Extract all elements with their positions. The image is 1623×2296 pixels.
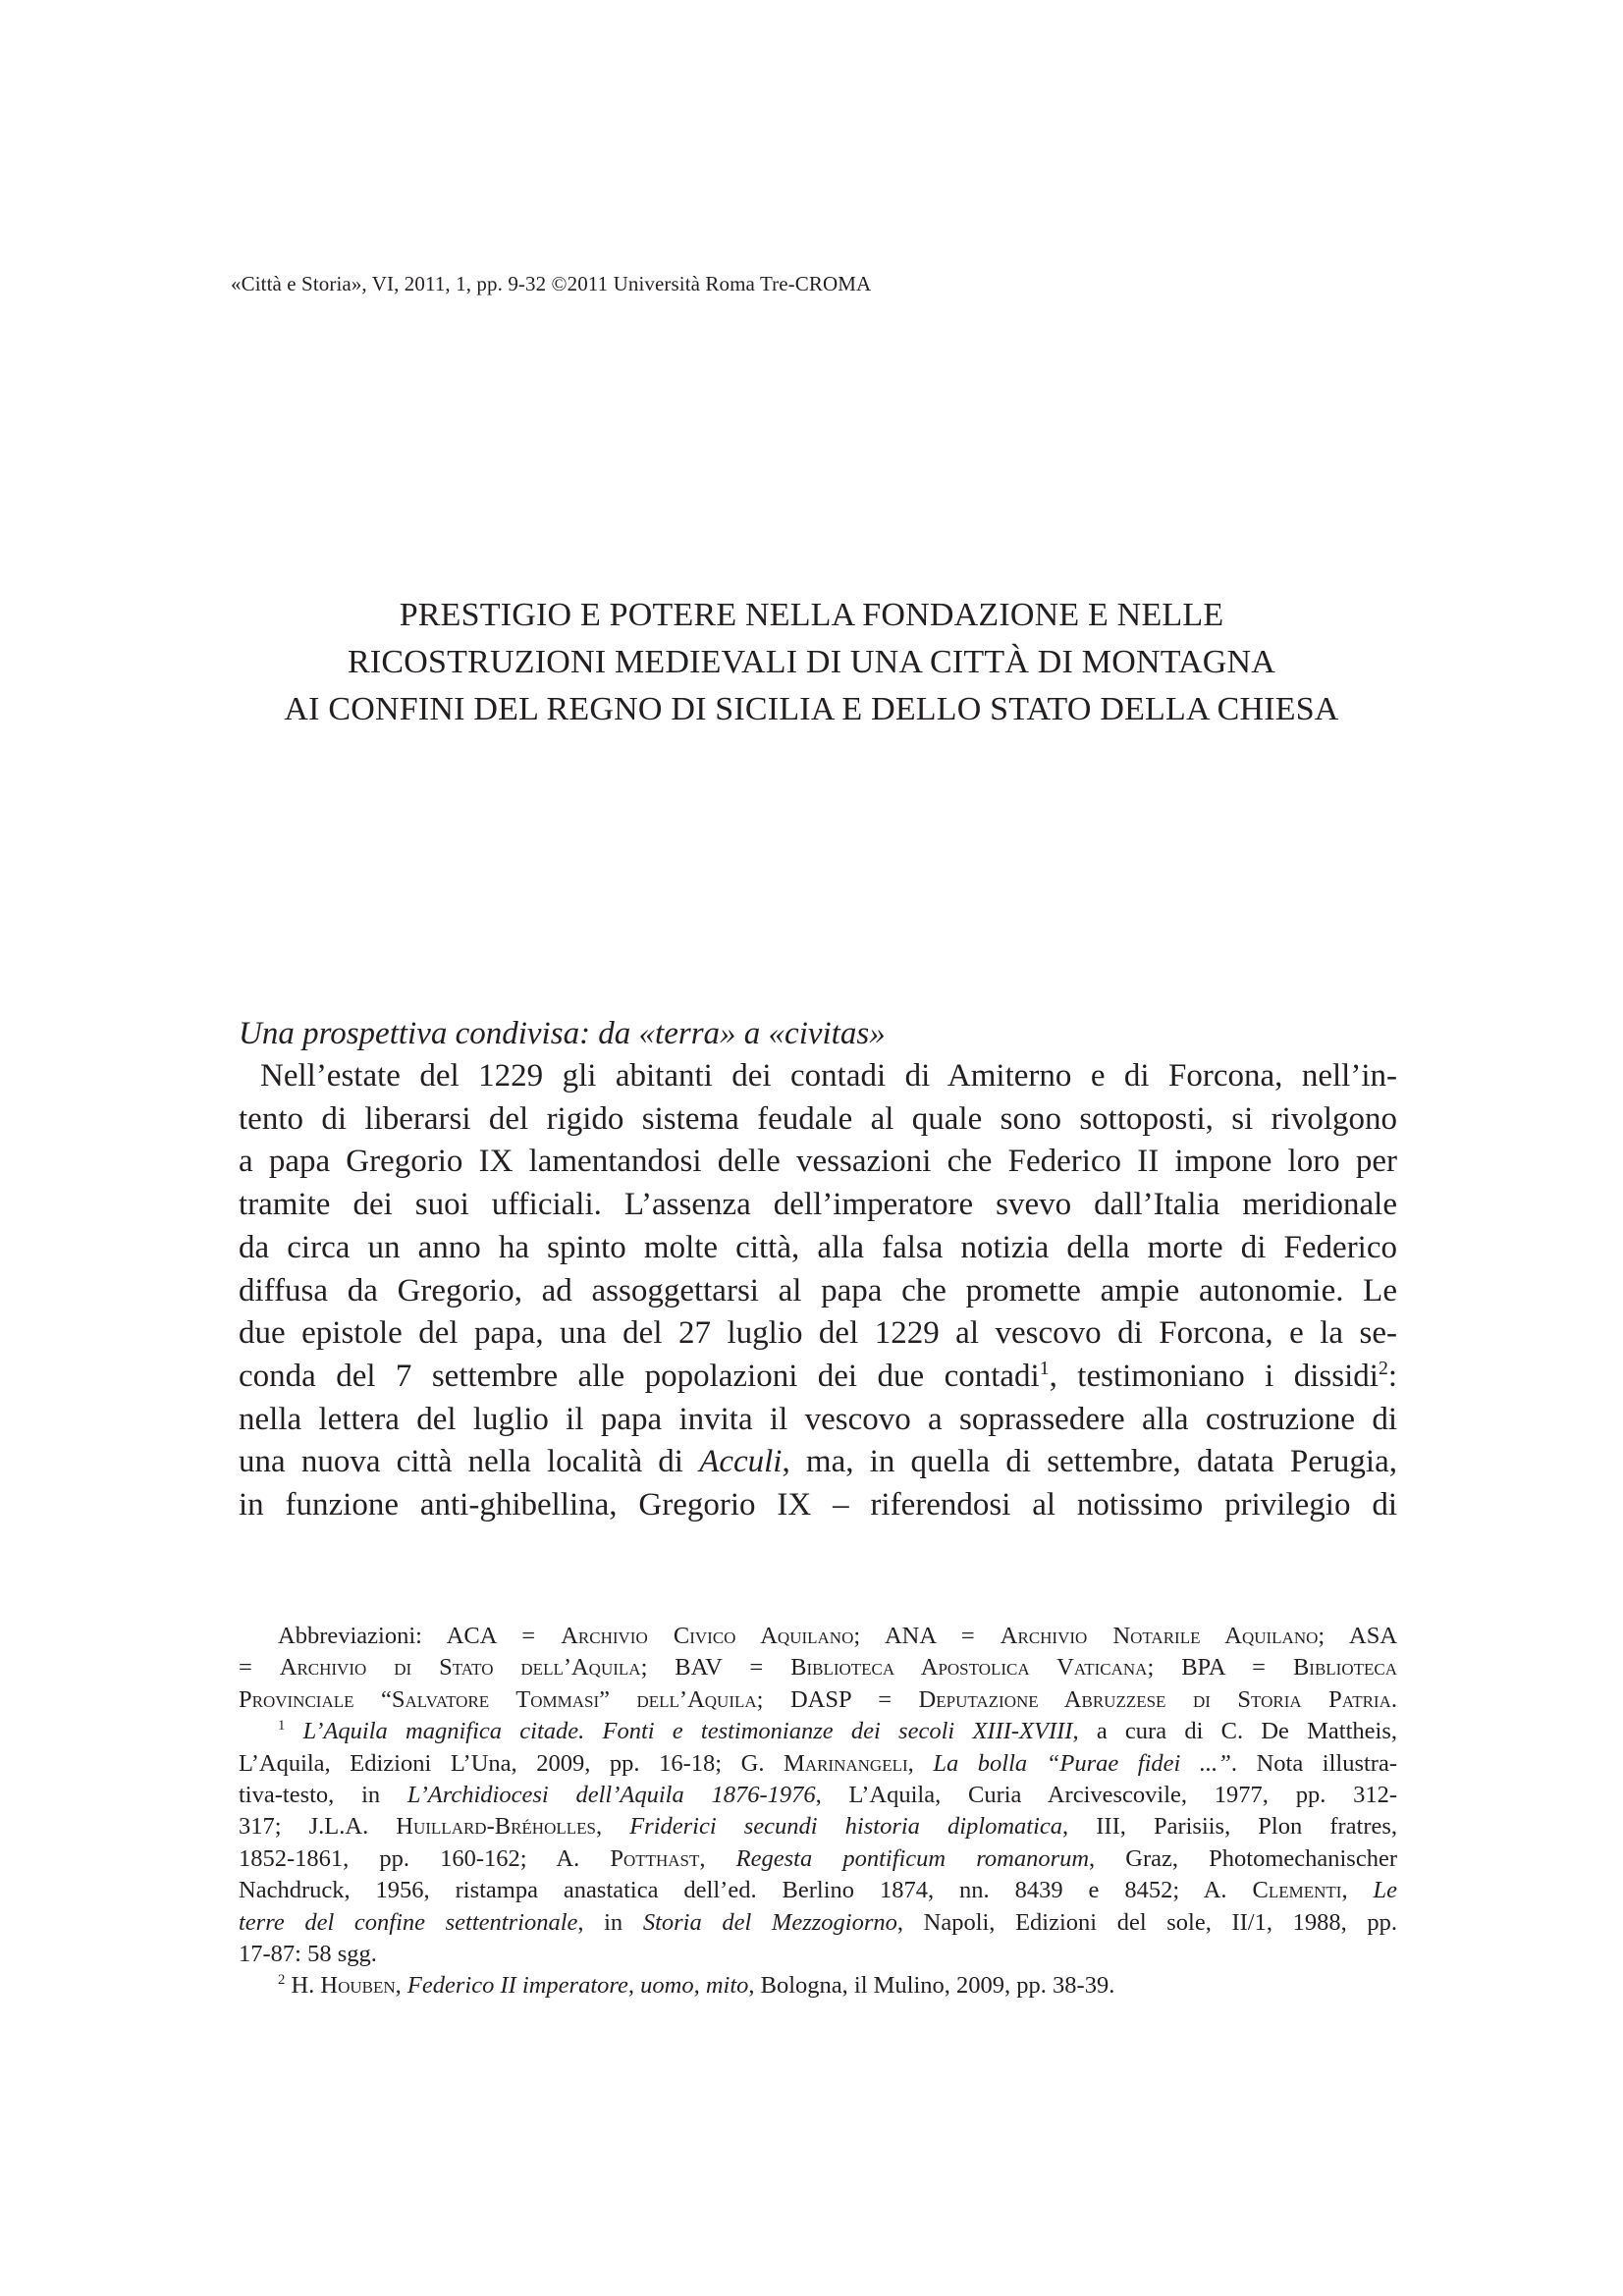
footnotes — [239, 1621, 1397, 2002]
body-line: tramite dei suoi ufficiali. L’assenza dell’imperatore svevo dall’Italia meridionale — [239, 1187, 1397, 1223]
footnote-1-line: L’Aquila, Edizioni L’Una, 2009, pp. 16-18; G. Marinangeli, La bolla “Purae fidei ...”. Nota illustra- — [239, 1749, 1397, 1777]
text-run: : — [1387, 1358, 1397, 1394]
body-line: tento di liberarsi del rigido sistema feudale al quale sono sottoposti, si rivolgono — [239, 1100, 1397, 1137]
abbreviations-note: Abbreviazioni: ACA = Archivio Civico Aquilano; ANA = Archivio Notarile Aquilano; ASA — [278, 1623, 1398, 1649]
italic-term: Acculi — [699, 1444, 783, 1480]
title-line: RICOSTRUZIONI MEDIEVALI DI UNA CITTÀ DI MONTAGNA — [348, 644, 1275, 680]
body-line: due epistole del papa, una del 27 luglio del 1229 al vescovo di Forcona, e la se- — [239, 1315, 1397, 1352]
title-line: PRESTIGIO E POTERE NELLA FONDAZIONE E NELLE — [399, 597, 1224, 633]
running-header: «Città e Storia», VI, 2011, 1, pp. 9-32 ©2011 Università Roma Tre-CROMA — [231, 272, 872, 295]
footnote-ref-2[interactable]: 2 — [1378, 1357, 1388, 1379]
body-line: nella lettera del luglio il papa invita il vescovo a soprassedere alla costruzione di — [239, 1401, 1397, 1437]
body-line: a papa Gregorio IX lamentandosi delle vessazioni che Federico II impone loro per — [239, 1144, 1397, 1180]
footnote-ref-1[interactable]: 1 — [1039, 1357, 1050, 1379]
footnote-1-line: 1852-1861, pp. 160-162; A. Potthast, Regesta pontificum romanorum, Graz, Photomechanischer — [239, 1844, 1397, 1872]
abbreviations-note: = Archivio di Stato dell’Aquila; BAV = Biblioteca Apostolica Vaticana; BPA = Biblioteca — [239, 1654, 1397, 1682]
footnote-1-line: 317; J.L.A. Huillard-Bréholles, Friderici secundi historia diplomatica, III, Parisiis, Plon fratres, — [239, 1813, 1398, 1841]
body-line: Nell’estate del 1229 gli abitanti dei contadi di Amiterno e di Forcona, nell’in- — [260, 1058, 1397, 1094]
text-run: conda del 7 settembre alle popolazioni dei due contadi — [239, 1358, 1040, 1394]
body-line: in funzione anti-ghibellina, Gregorio IX – riferendosi al notissimo privilegio di — [239, 1487, 1397, 1523]
footnote-1-line: terre del confine settentrionale, in Storia del Mezzogiorno, Napoli, Edizioni del sole, II/1, 1988, pp. — [239, 1908, 1397, 1936]
footnote-1-line: tiva-testo, in L’Archidiocesi dell’Aquila 1876-1976, L’Aquila, Curia Arcivescovile, 1977, pp. 312- — [239, 1782, 1397, 1809]
text-run: una nuova città nella località di — [239, 1444, 700, 1480]
footnote-1-line: Nachdruck, 1956, ristampa anastatica dell’ed. Berlino 1874, nn. 8439 e 8452; A. Clementi, Le — [239, 1877, 1398, 1904]
body-line — [239, 1441, 1397, 1484]
abbreviations-note: Provinciale “Salvatore Tommasi” dell’Aquila; DASP = Deputazione Abruzzese di Storia Patria. — [239, 1685, 1397, 1713]
title-line: AI CONFINI DEL REGNO DI SICILIA E DELLO STATO DELLA CHIESA — [284, 691, 1339, 727]
text-run: , ma, in quella di settembre, datata Perugia, — [782, 1444, 1397, 1480]
body-line — [239, 1356, 1397, 1399]
footnote-2: $^2$ H. Houben, Federico II imperatore, uomo, mito, Bologna, il Mulino, 2009, pp. 38-39. — [278, 1972, 1115, 2000]
body-line: da circa un anno ha spinto molte città, alla falsa notizia della morte di Federico — [239, 1229, 1397, 1265]
body-text — [239, 1013, 1397, 1527]
footnote-1-line: 17-87: 58 sgg. — [239, 1941, 377, 1968]
article-title — [177, 592, 1446, 733]
body-line: diffusa da Gregorio, ad assoggettarsi al papa che promette ampie autonomie. Le — [239, 1272, 1397, 1308]
footnote-1: $^1$ L’Aquila magnifica citade. Fonti e testimonianze dei secoli XIII-XVIII, a cura di C. De Mattheis, — [278, 1718, 1397, 1745]
text-run: , testimoniano i dissidi — [1049, 1358, 1379, 1394]
footnote-number: 2 — [278, 1972, 286, 1989]
footnote-number: 1 — [278, 1718, 286, 1735]
section-heading: Una prospettiva condivisa: da «terra» a «civitas» — [239, 1016, 886, 1051]
